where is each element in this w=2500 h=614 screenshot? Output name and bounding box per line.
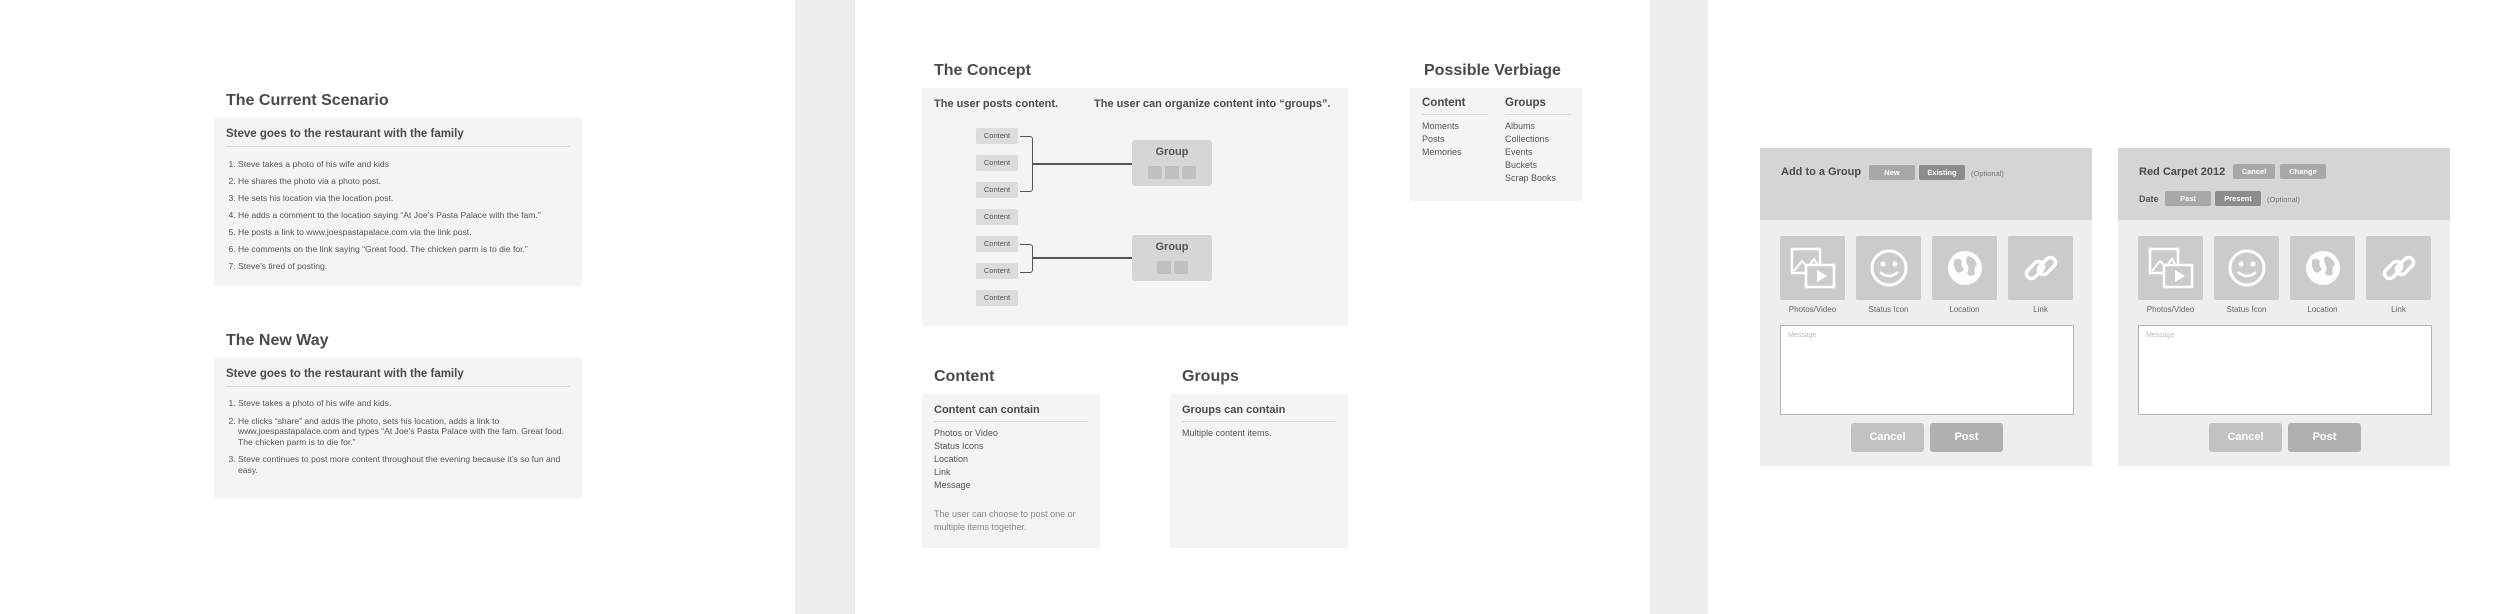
- content-chip: Content: [976, 182, 1018, 198]
- message-input[interactable]: [2138, 325, 2432, 415]
- dialog-header: [2118, 148, 2450, 220]
- cancel-group-button[interactable]: Cancel: [2233, 164, 2275, 179]
- list-item: Albums: [1505, 121, 1536, 131]
- photo-video-tile[interactable]: [2138, 236, 2203, 300]
- verbiage-content-list: [1422, 120, 1462, 159]
- list-item: Location: [934, 454, 969, 464]
- message-placeholder: Message: [1788, 332, 1817, 339]
- present-button[interactable]: Present: [2215, 191, 2261, 206]
- post-button[interactable]: Post: [1930, 423, 2003, 452]
- tile-caption: Photos/Video: [2146, 305, 2195, 314]
- list-item: Posts: [1422, 134, 1445, 144]
- past-button[interactable]: Past: [2165, 191, 2211, 206]
- link-tile[interactable]: [2008, 236, 2073, 300]
- current-scenario-panel: [214, 118, 582, 286]
- content-section-heading: Content can contain: [934, 404, 1040, 416]
- new-way-title: The New Way: [226, 332, 329, 349]
- list-item: Link: [934, 467, 951, 477]
- list-item: Photos or Video: [934, 428, 998, 438]
- post-button[interactable]: Post: [2288, 423, 2361, 452]
- content-chip: Content: [976, 128, 1018, 144]
- dialog-title: Red Carpet 2012: [2139, 166, 2226, 178]
- groups-section-panel: [1170, 394, 1348, 548]
- verbiage-groups-heading: Groups: [1505, 97, 1546, 109]
- left-gray-band: [795, 0, 855, 614]
- verbiage-panel: [1410, 88, 1582, 201]
- tile-caption: Link: [2391, 305, 2406, 314]
- dialog-title: Add to a Group: [1781, 166, 1862, 178]
- group-item: [1157, 261, 1171, 274]
- connector-line: [1032, 163, 1132, 165]
- right-gray-band: [1650, 0, 1708, 614]
- concept-panel: [922, 88, 1348, 326]
- message-placeholder: Message: [2146, 332, 2175, 339]
- status-icon: [2227, 248, 2267, 288]
- group-label: Group: [1155, 241, 1189, 253]
- message-input[interactable]: [1780, 325, 2074, 415]
- divider: [1505, 114, 1571, 115]
- content-section-panel: [922, 394, 1100, 548]
- add-to-group-dialog: [1760, 148, 2092, 466]
- link-tile[interactable]: [2366, 236, 2431, 300]
- groups-section-heading: Groups can contain: [1182, 404, 1286, 416]
- list-item: 4. He adds a comment to the location saying “At Joe’s Pasta Palace with the fam.”: [238, 207, 582, 224]
- change-group-button[interactable]: Change: [2280, 164, 2326, 179]
- list-item: 2. He shares the photo via a photo post.: [238, 173, 582, 190]
- list-item: 3. Steve continues to post more content throughout the evening because it’s so fun and easy.: [238, 454, 568, 475]
- group-box: [1132, 235, 1212, 281]
- concept-left-heading: The user posts content.: [934, 98, 1059, 110]
- list-item: Memories: [1422, 147, 1462, 157]
- link-icon: [2379, 248, 2419, 288]
- current-scenario-title: The Current Scenario: [226, 92, 389, 109]
- optional-label: (Optional): [2267, 195, 2300, 204]
- current-scenario-subtitle: Steve goes to the restaurant with the family: [226, 128, 464, 140]
- location-tile[interactable]: [2290, 236, 2355, 300]
- divider: [1422, 114, 1488, 115]
- concept-title: The Concept: [934, 62, 1031, 79]
- list-item: Scrap Books: [1505, 173, 1557, 183]
- divider: [226, 386, 570, 387]
- content-chip: Content: [976, 155, 1018, 171]
- list-item: 7. Steve’s tired of posting.: [238, 258, 582, 275]
- groups-section-text: Multiple content items.: [1182, 428, 1272, 438]
- link-icon: [2021, 248, 2061, 288]
- group-item: [1182, 166, 1196, 179]
- dialog-header: [1760, 148, 2092, 220]
- tile-caption: Location: [1949, 305, 1980, 314]
- list-item: 5. He posts a link to www.joespastapalace.com via the link post.: [238, 224, 582, 241]
- edit-group-dialog: [2118, 148, 2450, 466]
- status-icon-tile[interactable]: [1856, 236, 1921, 300]
- list-item: 1. Steve takes a photo of his wife and kids: [238, 156, 582, 173]
- cancel-button[interactable]: Cancel: [1851, 423, 1924, 452]
- content-contains-list: [934, 427, 998, 492]
- content-chip: Content: [976, 263, 1018, 279]
- globe-icon: [1945, 248, 1985, 288]
- list-item: 2. He clicks “share” and adds the photo, sets his location, adds a link to www.joespastapalace.com and types “At Joe’s Pasta Palace with the fam. Great food. The chicken parm is to die for.”: [238, 416, 568, 448]
- existing-group-button[interactable]: Existing: [1919, 165, 1965, 180]
- group-item: [1148, 166, 1162, 179]
- content-section-note: The user can choose to post one or multiple items together.: [934, 509, 1076, 532]
- concept-right-heading: The user can organize content into “groups”.: [1094, 98, 1331, 110]
- globe-icon: [2303, 248, 2343, 288]
- current-scenario-steps: [226, 156, 582, 275]
- status-icon-tile[interactable]: [2214, 236, 2279, 300]
- tile-caption: Photos/Video: [1788, 305, 1837, 314]
- verbiage-title: Possible Verbiage: [1424, 62, 1561, 79]
- list-item: Moments: [1422, 121, 1460, 131]
- tile-caption: Location: [2307, 305, 2338, 314]
- tile-caption: Status Icon: [2226, 305, 2267, 314]
- tile-caption: Link: [2033, 305, 2048, 314]
- new-way-subtitle: Steve goes to the restaurant with the family: [226, 368, 464, 380]
- connector-line: [1032, 257, 1132, 259]
- photo-video-icon: [1790, 247, 1836, 289]
- content-chip: Content: [976, 236, 1018, 252]
- list-item: 3. He sets his location via the location post.: [238, 190, 582, 207]
- photo-video-tile[interactable]: [1780, 236, 1845, 300]
- content-chip: Content: [976, 209, 1018, 225]
- verbiage-groups-list: [1505, 120, 1556, 185]
- verbiage-content-heading: Content: [1422, 97, 1466, 109]
- new-way-steps: [226, 398, 568, 482]
- tile-caption: Status Icon: [1868, 305, 1909, 314]
- status-icon: [1869, 248, 1909, 288]
- divider: [1182, 421, 1336, 422]
- list-item: 1. Steve takes a photo of his wife and kids.: [238, 398, 568, 409]
- group-bracket: [1020, 244, 1033, 273]
- optional-label: (Optional): [1971, 169, 2004, 178]
- location-tile[interactable]: [1932, 236, 1997, 300]
- content-section-title: Content: [934, 368, 995, 385]
- new-group-button[interactable]: New: [1869, 165, 1915, 180]
- group-item: [1174, 261, 1188, 274]
- list-item: Message: [934, 480, 971, 490]
- list-item: Buckets: [1505, 160, 1538, 170]
- divider: [934, 421, 1088, 422]
- list-item: 6. He comments on the link saying “Great food. The chicken parm is to die for.”: [238, 241, 582, 258]
- group-box: [1132, 140, 1212, 186]
- group-label: Group: [1155, 146, 1189, 158]
- new-way-panel: [214, 358, 582, 498]
- divider: [226, 146, 570, 147]
- list-item: Collections: [1505, 134, 1550, 144]
- content-chip: Content: [976, 290, 1018, 306]
- groups-section-title: Groups: [1182, 368, 1239, 385]
- date-label: Date: [2139, 194, 2159, 204]
- list-item: Status Icons: [934, 441, 984, 451]
- group-item: [1165, 166, 1179, 179]
- list-item: Events: [1505, 147, 1533, 157]
- photo-video-icon: [2148, 247, 2194, 289]
- cancel-button[interactable]: Cancel: [2209, 423, 2282, 452]
